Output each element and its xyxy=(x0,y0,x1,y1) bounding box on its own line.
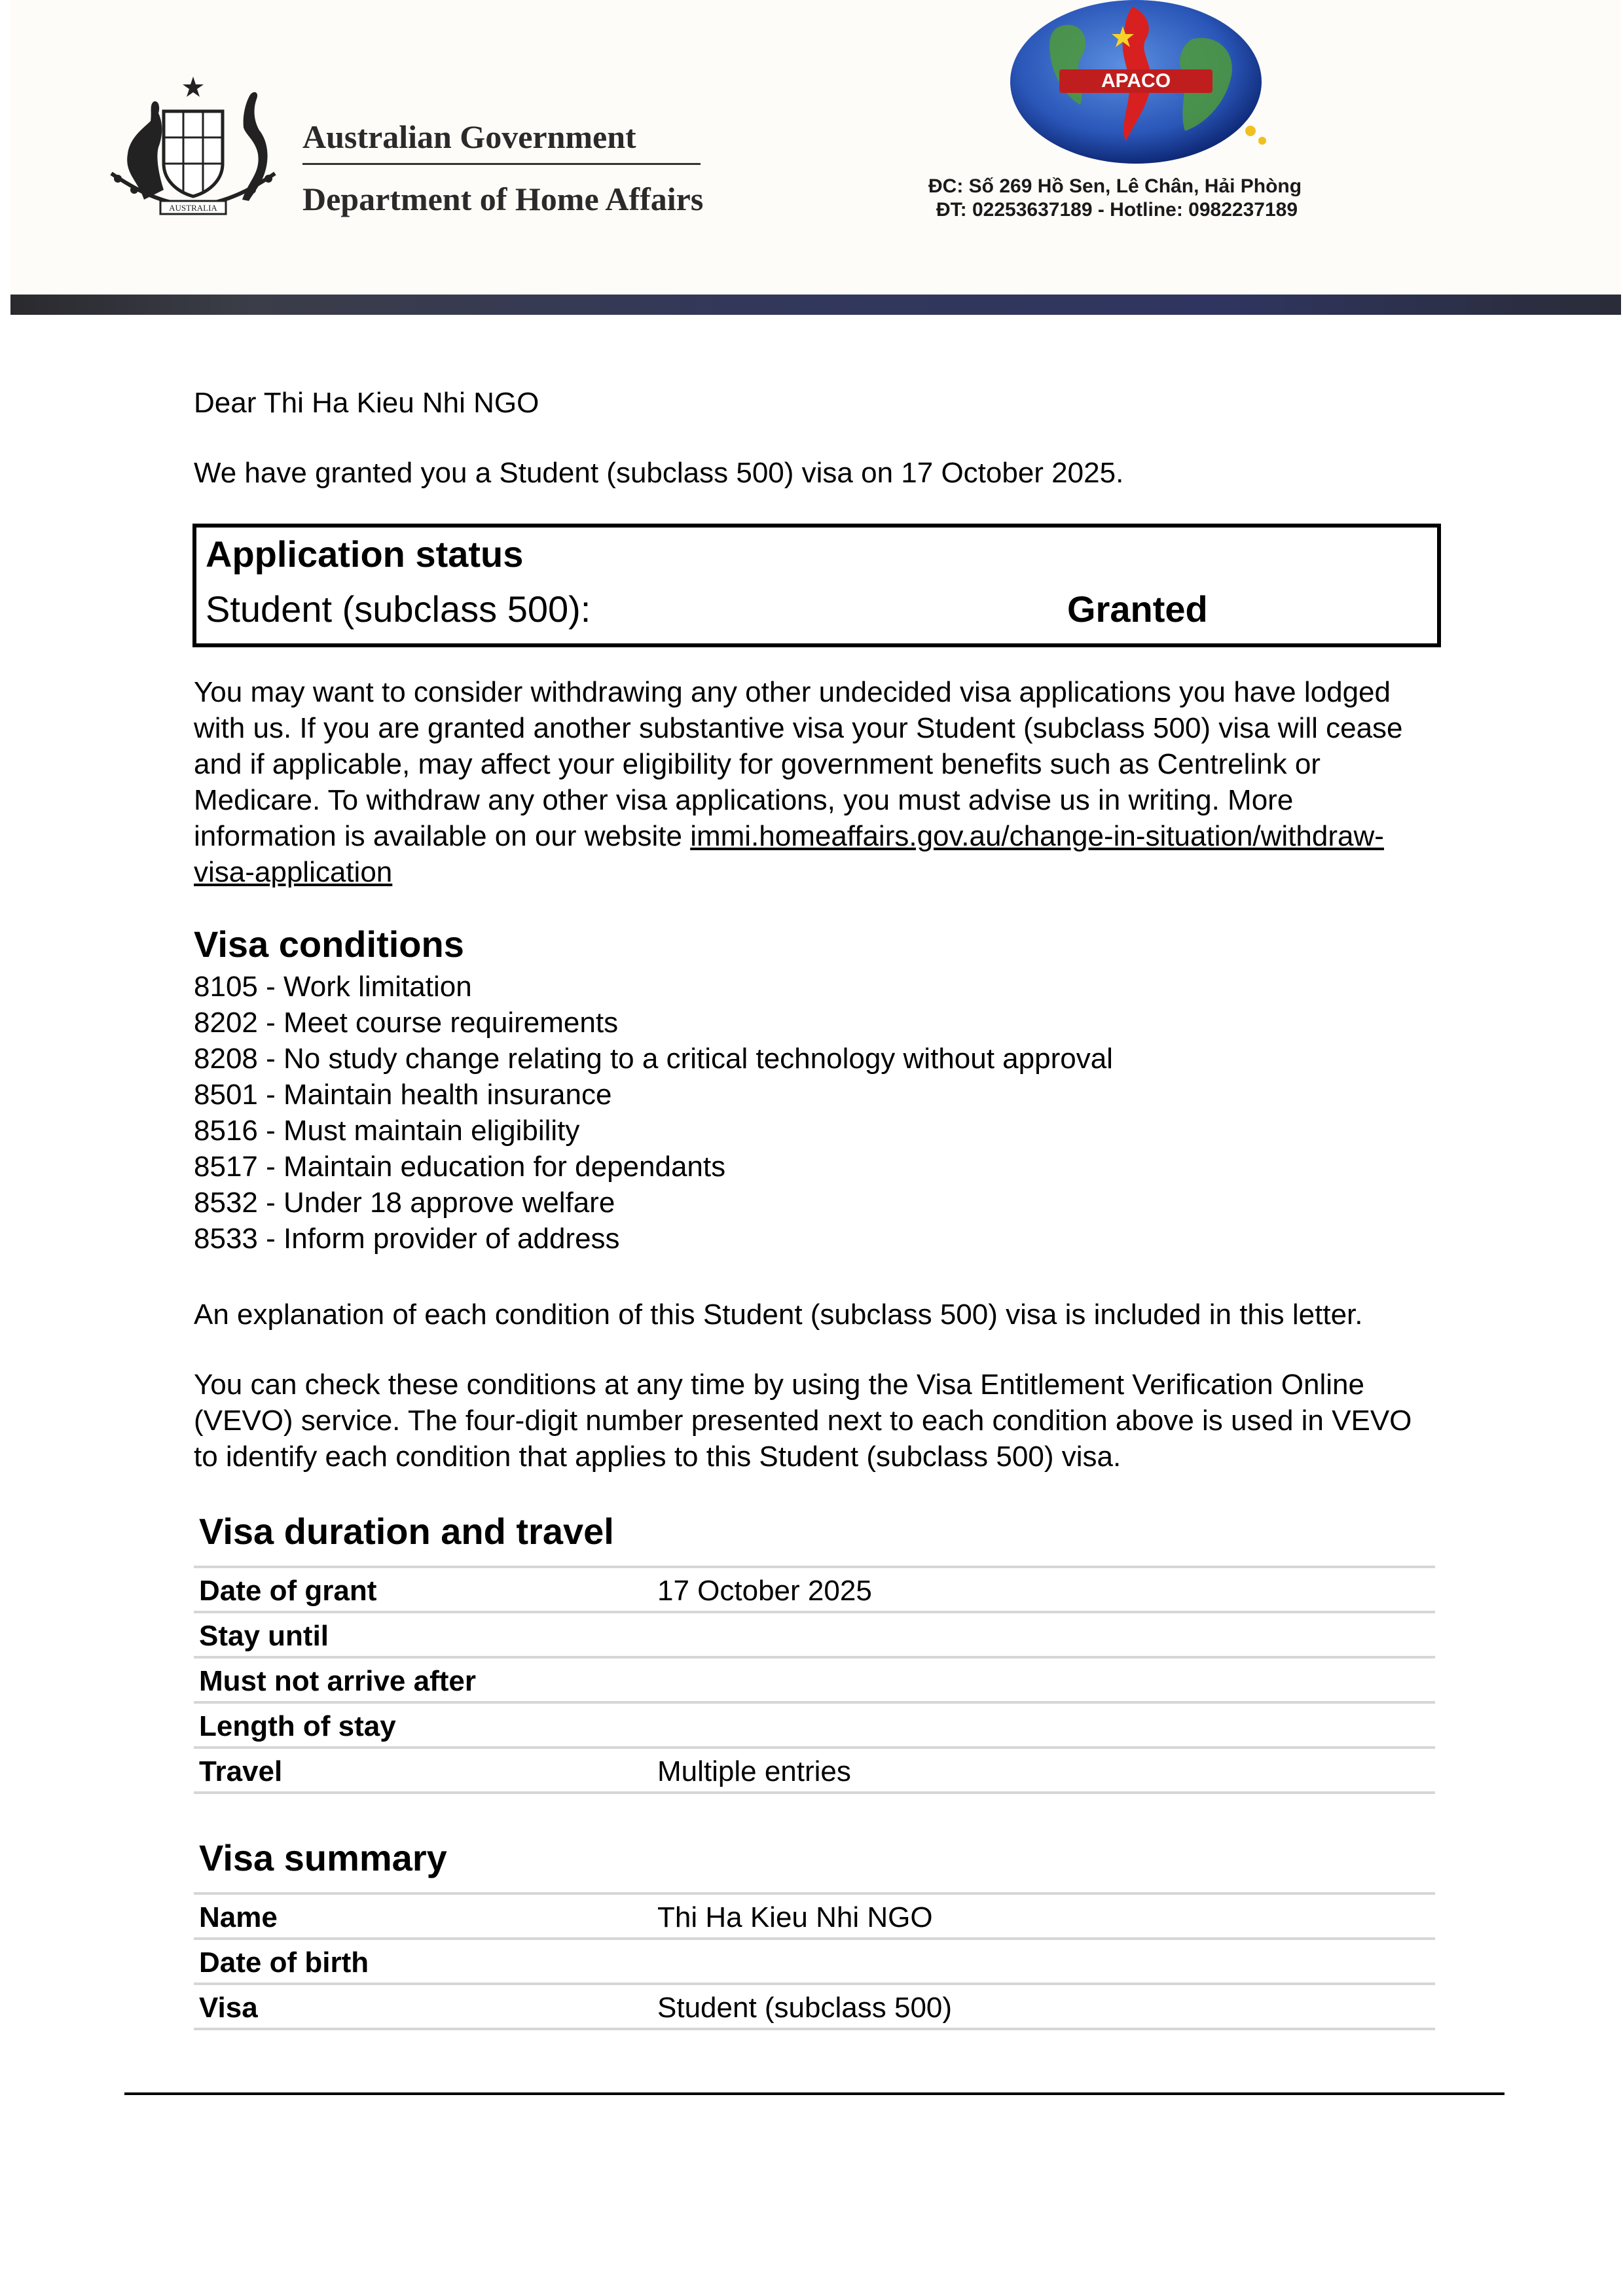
row-label: Visa xyxy=(199,1992,258,2024)
status-value: Granted xyxy=(1067,588,1208,630)
condition-item: 8532 - Under 18 approve welfare xyxy=(194,1187,615,1219)
department-name: Department of Home Affairs xyxy=(302,181,704,217)
condition-item: 8516 - Must maintain eligibility xyxy=(194,1115,580,1147)
apaco-address: ĐC: Số 269 Hồ Sen, Lê Chân, Hải Phòng xyxy=(928,175,1302,197)
row-value: Thi Ha Kieu Nhi NGO xyxy=(657,1901,933,1933)
application-status-box xyxy=(192,524,1441,647)
row-value: Student (subclass 500) xyxy=(657,1992,953,2024)
row-label: Travel xyxy=(199,1755,283,1787)
condition-item: 8533 - Inform provider of address xyxy=(194,1223,620,1255)
crest-banner-text: AUSTRALIA xyxy=(169,203,217,213)
row-label: Date of grant xyxy=(199,1575,377,1607)
condition-item: 8517 - Maintain education for dependants xyxy=(194,1151,726,1183)
table-row xyxy=(194,1611,1435,1656)
government-title-rule xyxy=(302,163,701,165)
conditions-list xyxy=(194,969,1113,1257)
conditions-heading: Visa conditions xyxy=(194,924,464,965)
vevo-paragraph: You can check these conditions at any time by using the Visa Entitlement Verification Online (VEVO) service. The four-digit number presented next to each condition above is used in VEVO to identify each condition that applies to this Student (subclass 500) visa. xyxy=(194,1369,1412,1473)
table-row xyxy=(194,1746,1435,1794)
condition-item: 8208 - No study change relating to a critical technology without approval xyxy=(194,1043,1113,1075)
table-row xyxy=(194,1937,1435,1982)
government-title: Australian Government xyxy=(302,118,636,155)
status-heading: Application status xyxy=(206,533,524,575)
withdraw-paragraph xyxy=(194,674,1438,890)
greeting: Dear Thi Ha Kieu Nhi NGO xyxy=(194,387,539,419)
condition-item: 8202 - Meet course requirements xyxy=(194,1007,619,1039)
table-row xyxy=(194,1982,1435,2030)
row-label: Name xyxy=(199,1901,278,1933)
table-row xyxy=(194,1656,1435,1701)
withdraw-link[interactable]: immi.homeaffairs.gov.au/change-in-situation/withdraw-visa-application xyxy=(194,820,1384,888)
row-label: Must not arrive after xyxy=(199,1665,476,1697)
footer-divider xyxy=(124,2092,1504,2095)
coat-of-arms-icon xyxy=(98,75,288,216)
letterhead-band xyxy=(10,295,1621,315)
duration-heading: Visa duration and travel xyxy=(199,1511,614,1552)
row-label: Date of birth xyxy=(199,1946,369,1979)
withdraw-text: You may want to consider withdrawing any other undecided visa applications you have lodged with us. If you are granted another substantive visa your Student (subclass 500) visa will cease and if applicable, may affect your eligibility for government benefits such as Centrelink or Medicare. To withdraw any other visa applications, you must advise us in writing. More information is available on our website xyxy=(194,676,1403,852)
conditions-explanation: An explanation of each condition of this Student (subclass 500) visa is included in this letter. xyxy=(194,1299,1363,1331)
condition-item: 8105 - Work limitation xyxy=(194,971,472,1003)
table-row xyxy=(194,1566,1435,1611)
row-label: Length of stay xyxy=(199,1710,396,1742)
row-label: Stay until xyxy=(199,1620,329,1652)
summary-heading: Visa summary xyxy=(199,1837,447,1878)
row-value: Multiple entries xyxy=(657,1755,851,1787)
table-row xyxy=(194,1701,1435,1746)
condition-item: 8501 - Maintain health insurance xyxy=(194,1079,612,1111)
table-row xyxy=(194,1892,1435,1937)
apaco-logo-text: APACO xyxy=(1101,70,1171,92)
apaco-phone: ĐT: 02253637189 - Hotline: 0982237189 xyxy=(936,199,1298,221)
duration-table xyxy=(194,1566,1435,1794)
grant-intro: We have granted you a Student (subclass 500) visa on 17 October 2025. xyxy=(194,457,1124,489)
status-label: Student (subclass 500): xyxy=(206,588,591,630)
row-value: 17 October 2025 xyxy=(657,1575,872,1607)
apaco-globe-logo-icon xyxy=(982,0,1290,170)
summary-table xyxy=(194,1892,1435,2030)
